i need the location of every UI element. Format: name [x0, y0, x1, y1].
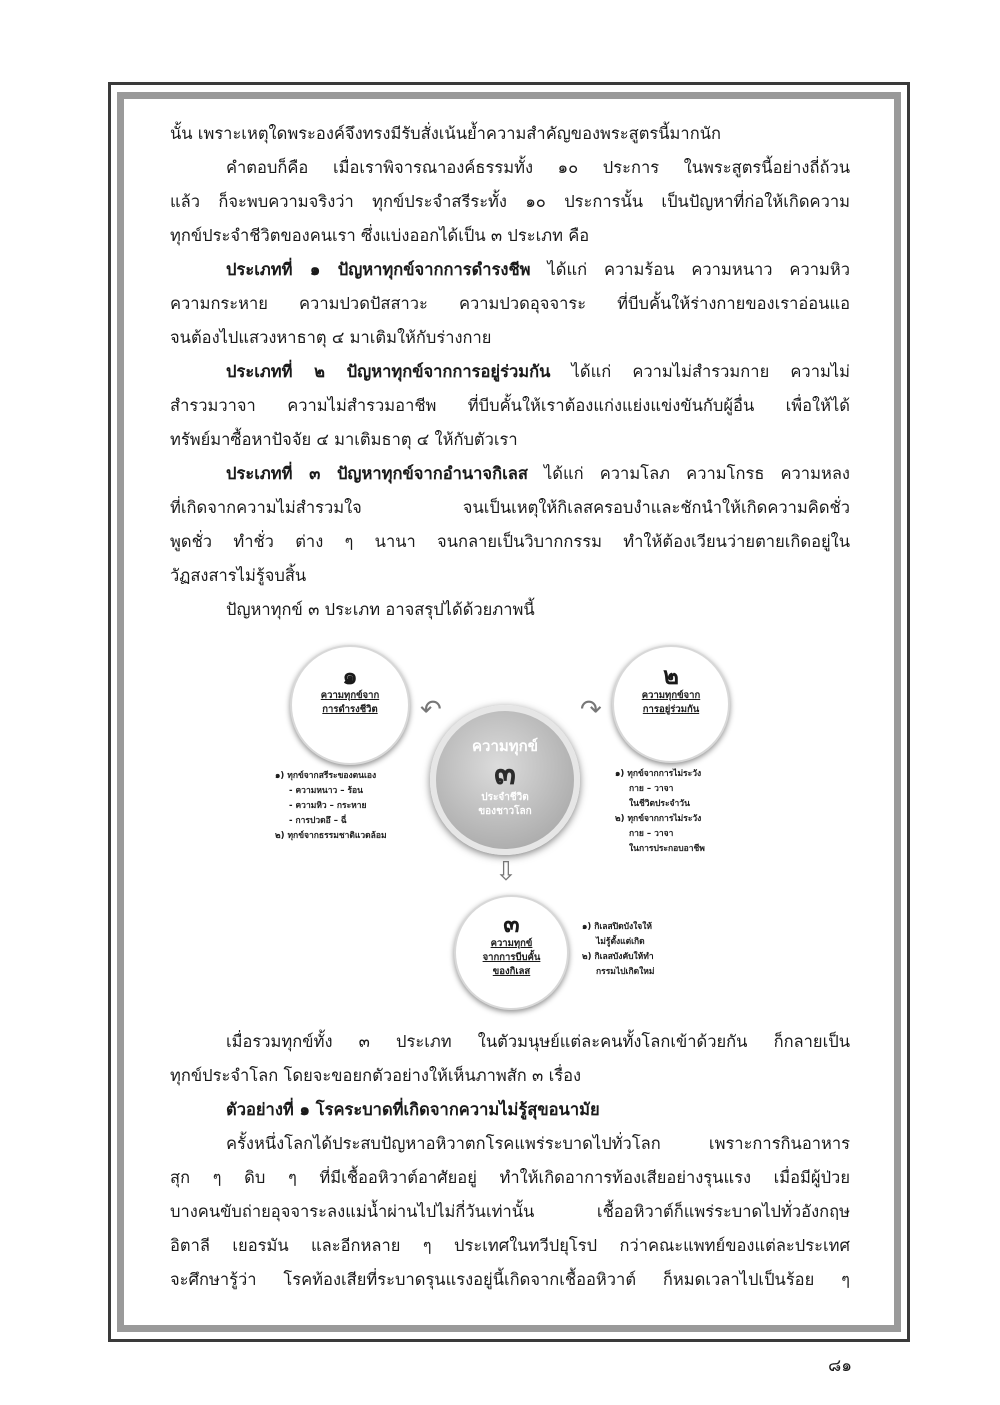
text-line: [170, 559, 850, 593]
text-line: [170, 1025, 850, 1059]
list-item: ๑) กิเลสปิดบังใจให้: [582, 922, 653, 932]
text-line: [170, 1229, 850, 1263]
line-text: เมื่อรวมทุกข์ทั้ง ๓ ประเภท ในตัวมนุษย์แต่ละคนทั้งโลกเข้าด้วยกัน ก็กลายเป็น: [226, 1032, 850, 1051]
circle-3: [454, 895, 569, 1010]
text-line: [170, 525, 850, 559]
text-line: [170, 355, 850, 389]
text-line: [170, 1161, 850, 1195]
circle-2-list: [615, 767, 705, 857]
list-item: ๑) ทุกข์จากการไม่ระวัง: [615, 769, 702, 779]
text-line: [170, 253, 850, 287]
body-text-top: [170, 117, 850, 627]
line-text: ครั้งหนึ่งโลกได้ประสบปัญหาอหิวาตกโรคแพร่ระบาดไปทั่วโลก เพราะการกินอาหาร: [226, 1134, 850, 1153]
line-text: ที่เกิดจากความไม่สำรวมใจ จนเป็นเหตุให้กิเลสครอบงำและชักนำให้เกิดความคิดชั่ว: [170, 498, 850, 517]
center-number: ๓: [494, 754, 516, 792]
circle-3-line3: ของกิเลส: [492, 966, 531, 977]
line-text: ทุกข์ประจำโลก โดยจะขอยกตัวอย่างให้เห็นภาพสัก ๓ เรื่อง: [170, 1066, 582, 1085]
list-item: ๑) ทุกข์จากสรีระของตนเอง: [275, 771, 377, 781]
text-line: [170, 491, 850, 525]
line-text: ได้แก่ ความร้อน ความหนาว ความหิว: [530, 260, 850, 279]
line-text: จะศึกษารู้ว่า โรคท้องเสียที่ระบาดรุนแรงอยู่นี้เกิดจากเชื้ออหิวาต์ ก็หมดเวลาไปเป็นร้อย ๆ: [170, 1270, 850, 1289]
circle-2: [612, 645, 730, 763]
list-item: ๒) กิเลสบังคับให้ทำ: [582, 952, 654, 962]
line-text: จนต้องไปแสวงหาธาตุ ๔ มาเติมให้กับร่างกาย: [170, 328, 492, 347]
text-line: [170, 1127, 850, 1161]
text-line: [170, 1195, 850, 1229]
line-text: นั้น เพราะเหตุใดพระองค์จึงทรงมีรับสั่งเน้นย้ำความสำคัญของพระสูตรนี้มากนัก: [170, 124, 721, 143]
line-text: สุก ๆ ดิบ ๆ ที่มีเชื้ออหิวาต์อาศัยอยู่ ทำให้เกิดอาการท้องเสียอย่างรุนแรง เมื่อมีผู้ป่วย: [170, 1168, 850, 1187]
line-text: คำตอบก็คือ เมื่อเราพิจารณาองค์ธรรมทั้ง ๑๐ ประการ ในพระสูตรนี้อย่างถี่ถ้วน: [226, 158, 850, 177]
list-item: ในชีวิตประจำวัน: [629, 799, 690, 809]
list-item: - ความหิว – กระหาย: [289, 801, 367, 811]
line-text: ทุกข์ประจำชีวิตของคนเรา ซึ่งแบ่งออกได้เป็น ๓ ประเภท คือ: [170, 226, 590, 245]
list-item: - ความหนาว – ร้อน: [289, 786, 363, 796]
circle-3-list: [582, 920, 654, 980]
list-item: - การปวดอึ – ฉี่: [289, 816, 347, 826]
text-line: [170, 423, 850, 457]
text-line: [170, 151, 850, 185]
circle-1-line2: การดำรงชีวิต: [322, 704, 378, 715]
line-text: ได้แก่ ความไม่สำรวมกาย ความไม่: [550, 362, 850, 381]
text-line: [170, 1093, 850, 1127]
line-text: แล้ว ก็จะพบความจริงว่า ทุกข์ประจำสรีระทั้ง ๑๐ ประการนั้น เป็นปัญหาที่ก่อให้เกิดความ: [170, 192, 850, 211]
line-text: ความกระหาย ความปวดปัสสาวะ ความปวดอุจจาระ ที่บีบคั้นให้ร่างกายของเราอ่อนแอ: [170, 294, 850, 313]
list-item: ไม่รู้ตั้งแต่เกิด: [596, 937, 645, 947]
line-text: ทรัพย์มาซื้อหาปัจจัย ๔ มาเติมธาตุ ๔ ให้กับตัวเรา: [170, 430, 518, 449]
center-sub2: ของชาวโลก: [478, 806, 532, 817]
text-line: [170, 389, 850, 423]
list-item: ในการประกอบอาชีพ: [629, 844, 705, 854]
line-text: ปัญหาทุกข์ ๓ ประเภท อาจสรุปได้ด้วยภาพนี้: [226, 600, 535, 619]
list-item: กาย – วาจา: [629, 784, 674, 794]
circle-2-line1: ความทุกข์จาก: [641, 690, 701, 701]
text-line: [170, 457, 850, 491]
text-line: [170, 287, 850, 321]
line-text: พูดชั่ว ทำชั่ว ต่าง ๆ นานา จนกลายเป็นวิบากกรรม ทำให้ต้องเวียนว่ายตายเกิดอยู่ใน: [170, 532, 850, 551]
circle-3-line1: ความทุกข์: [490, 938, 533, 949]
text-line: [170, 185, 850, 219]
down-arrow-icon: ⇩: [495, 857, 517, 887]
line-text: อิตาลี เยอรมัน และอีกหลาย ๆ ประเทศในทวีปยุโรป กว่าคณะแพทย์ของแต่ละประเทศ: [170, 1236, 850, 1255]
curved-arrow-left-icon: ↶: [420, 695, 442, 725]
list-item: ๒) ทุกข์จากการไม่ระวัง: [615, 814, 702, 824]
line-text: สำรวมวาจา ความไม่สำรวมอาชีพ ที่บีบคั้นให้เราต้องแก่งแย่งแข่งขันกับผู้อื่น เพื่อให้ได้: [170, 396, 850, 415]
circle-1-list: [275, 769, 387, 844]
center-circle: [430, 705, 580, 855]
list-item: ๒) ทุกข์จากธรรมชาติแวดล้อม: [275, 831, 387, 841]
body-text-bottom: [170, 1025, 850, 1297]
text-line: [170, 321, 850, 355]
circle-2-number: ๒: [663, 662, 679, 690]
circle-1: [290, 645, 410, 765]
center-title: ความทุกข์: [472, 737, 538, 755]
circle-2-line2: การอยู่ร่วมกัน: [642, 704, 700, 715]
three-sufferings-diagram: [270, 645, 750, 1015]
circle-1-number: ๑: [342, 662, 358, 690]
circle-1-line1: ความทุกข์จาก: [320, 690, 380, 701]
curved-arrow-right-icon: ↷: [580, 695, 602, 725]
text-line: [170, 1059, 850, 1093]
text-line: [170, 1263, 850, 1297]
list-item: กาย – วาจา: [629, 829, 674, 839]
bold-heading: ตัวอย่างที่ ๑ โรคระบาดที่เกิดจากความไม่รู้สุขอนามัย: [226, 1100, 600, 1119]
circle-3-line2: จากการบีบคั้น: [482, 952, 541, 963]
bold-heading: ประเภทที่ ๓ ปัญหาทุกข์จากอำนาจกิเลส: [226, 464, 528, 483]
line-text: วัฏสงสารไม่รู้จบสิ้น: [170, 566, 307, 585]
text-line: [170, 219, 850, 253]
text-line: [170, 593, 850, 627]
circle-3-number: ๓: [503, 910, 520, 938]
bold-heading: ประเภทที่ ๒ ปัญหาทุกข์จากการอยู่ร่วมกัน: [226, 362, 551, 381]
text-line: [170, 117, 850, 151]
line-text: ได้แก่ ความโลภ ความโกรธ ความหลง: [527, 464, 850, 483]
line-text: บางคนขับถ่ายอุจจาระลงแม่น้ำผ่านไปไม่กี่วันเท่านั้น เชื้ออหิวาต์ก็แพร่ระบาดไปทั่วอังกฤษ: [170, 1202, 850, 1221]
page-number: ๘๑: [828, 1356, 852, 1376]
list-item: กรรมไปเกิดใหม่: [596, 967, 655, 977]
bold-heading: ประเภทที่ ๑ ปัญหาทุกข์จากการดำรงชีพ: [226, 260, 531, 279]
center-sub1: ประจำชีวิต: [481, 792, 529, 803]
